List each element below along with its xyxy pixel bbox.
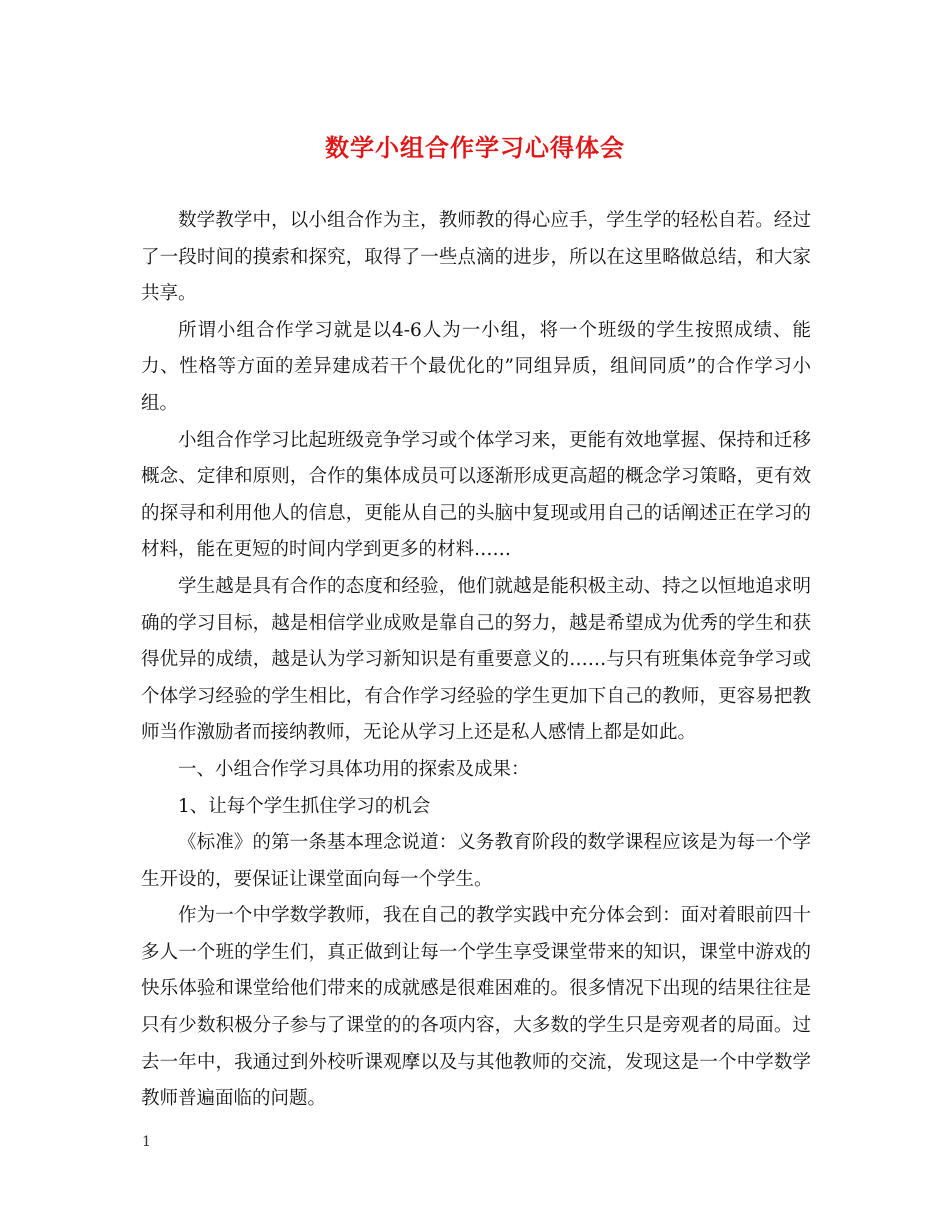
paragraph: 《标准》的第一条基本理念说道：义务教育阶段的数学课程应该是为每一个学生开设的，要保证让课堂面向每一个学生。 — [141, 832, 811, 890]
page-number: 1 — [142, 1134, 151, 1150]
subsection-heading: 1、让每个学生抓住学习的机会 — [178, 795, 431, 817]
paragraph: 作为一个中学数学教师，我在自己的教学实践中充分体会到：面对着眼前四十多人一个班的学生们，真正做到让每一个学生享受课堂带来的知识，课堂中游戏的快乐体验和课堂给他们带来的成就感是很难困难的。很多情况下出现的结果往往是只有少数积极分子参与了课堂的的各项内容，大多数的学生只是旁观者的局面。过去一年中，我通过到外校听课观摩以及与其他教师的交流，发现这是一个中学数学教师普遍面临的问题。 — [141, 905, 811, 1110]
paragraph: 数学教学中，以小组合作为主，教师教的得心应手，学生学的轻松自若。经过了一段时间的摸索和探究，取得了一些点滴的进步，所以在这里略做总结，和大家共享。 — [141, 210, 811, 305]
paragraph: 所谓小组合作学习就是以4-6人为一小组，将一个班级的学生按照成绩、能力、性格等方面的差异建成若干个最优化的”同组异质，组间同质”的合作学习小组。 — [141, 319, 811, 414]
section-heading: 一、小组合作学习具体功用的探索及成果： — [178, 758, 530, 780]
paragraph: 小组合作学习比起班级竞争学习或个体学习来，更能有效地掌握、保持和迁移概念、定律和原则，合作的集体成员可以逐渐形成更高超的概念学习策略，更有效的探寻和利用他人的信息，更能从自己的头脑中复现或用自己的话阐述正在学习的材料，能在更短的时间内学到更多的材料…… — [141, 429, 811, 561]
document-body — [141, 203, 811, 1118]
document-title: 数学小组合作学习心得体会 — [325, 134, 625, 162]
paragraph: 学生越是具有合作的态度和经验，他们就越是能积极主动、持之以恒地追求明确的学习目标，越是相信学业成败是靠自己的努力，越是希望成为优秀的学生和获得优异的成绩，越是认为学习新知识是有重要意义的……与只有班集体竞争学习或个体学习经验的学生相比，有合作学习经验的学生更加下自己的教师，更容易把教师当作激励者而接纳教师，无论从学习上还是私人感情上都是如此。 — [141, 575, 811, 744]
